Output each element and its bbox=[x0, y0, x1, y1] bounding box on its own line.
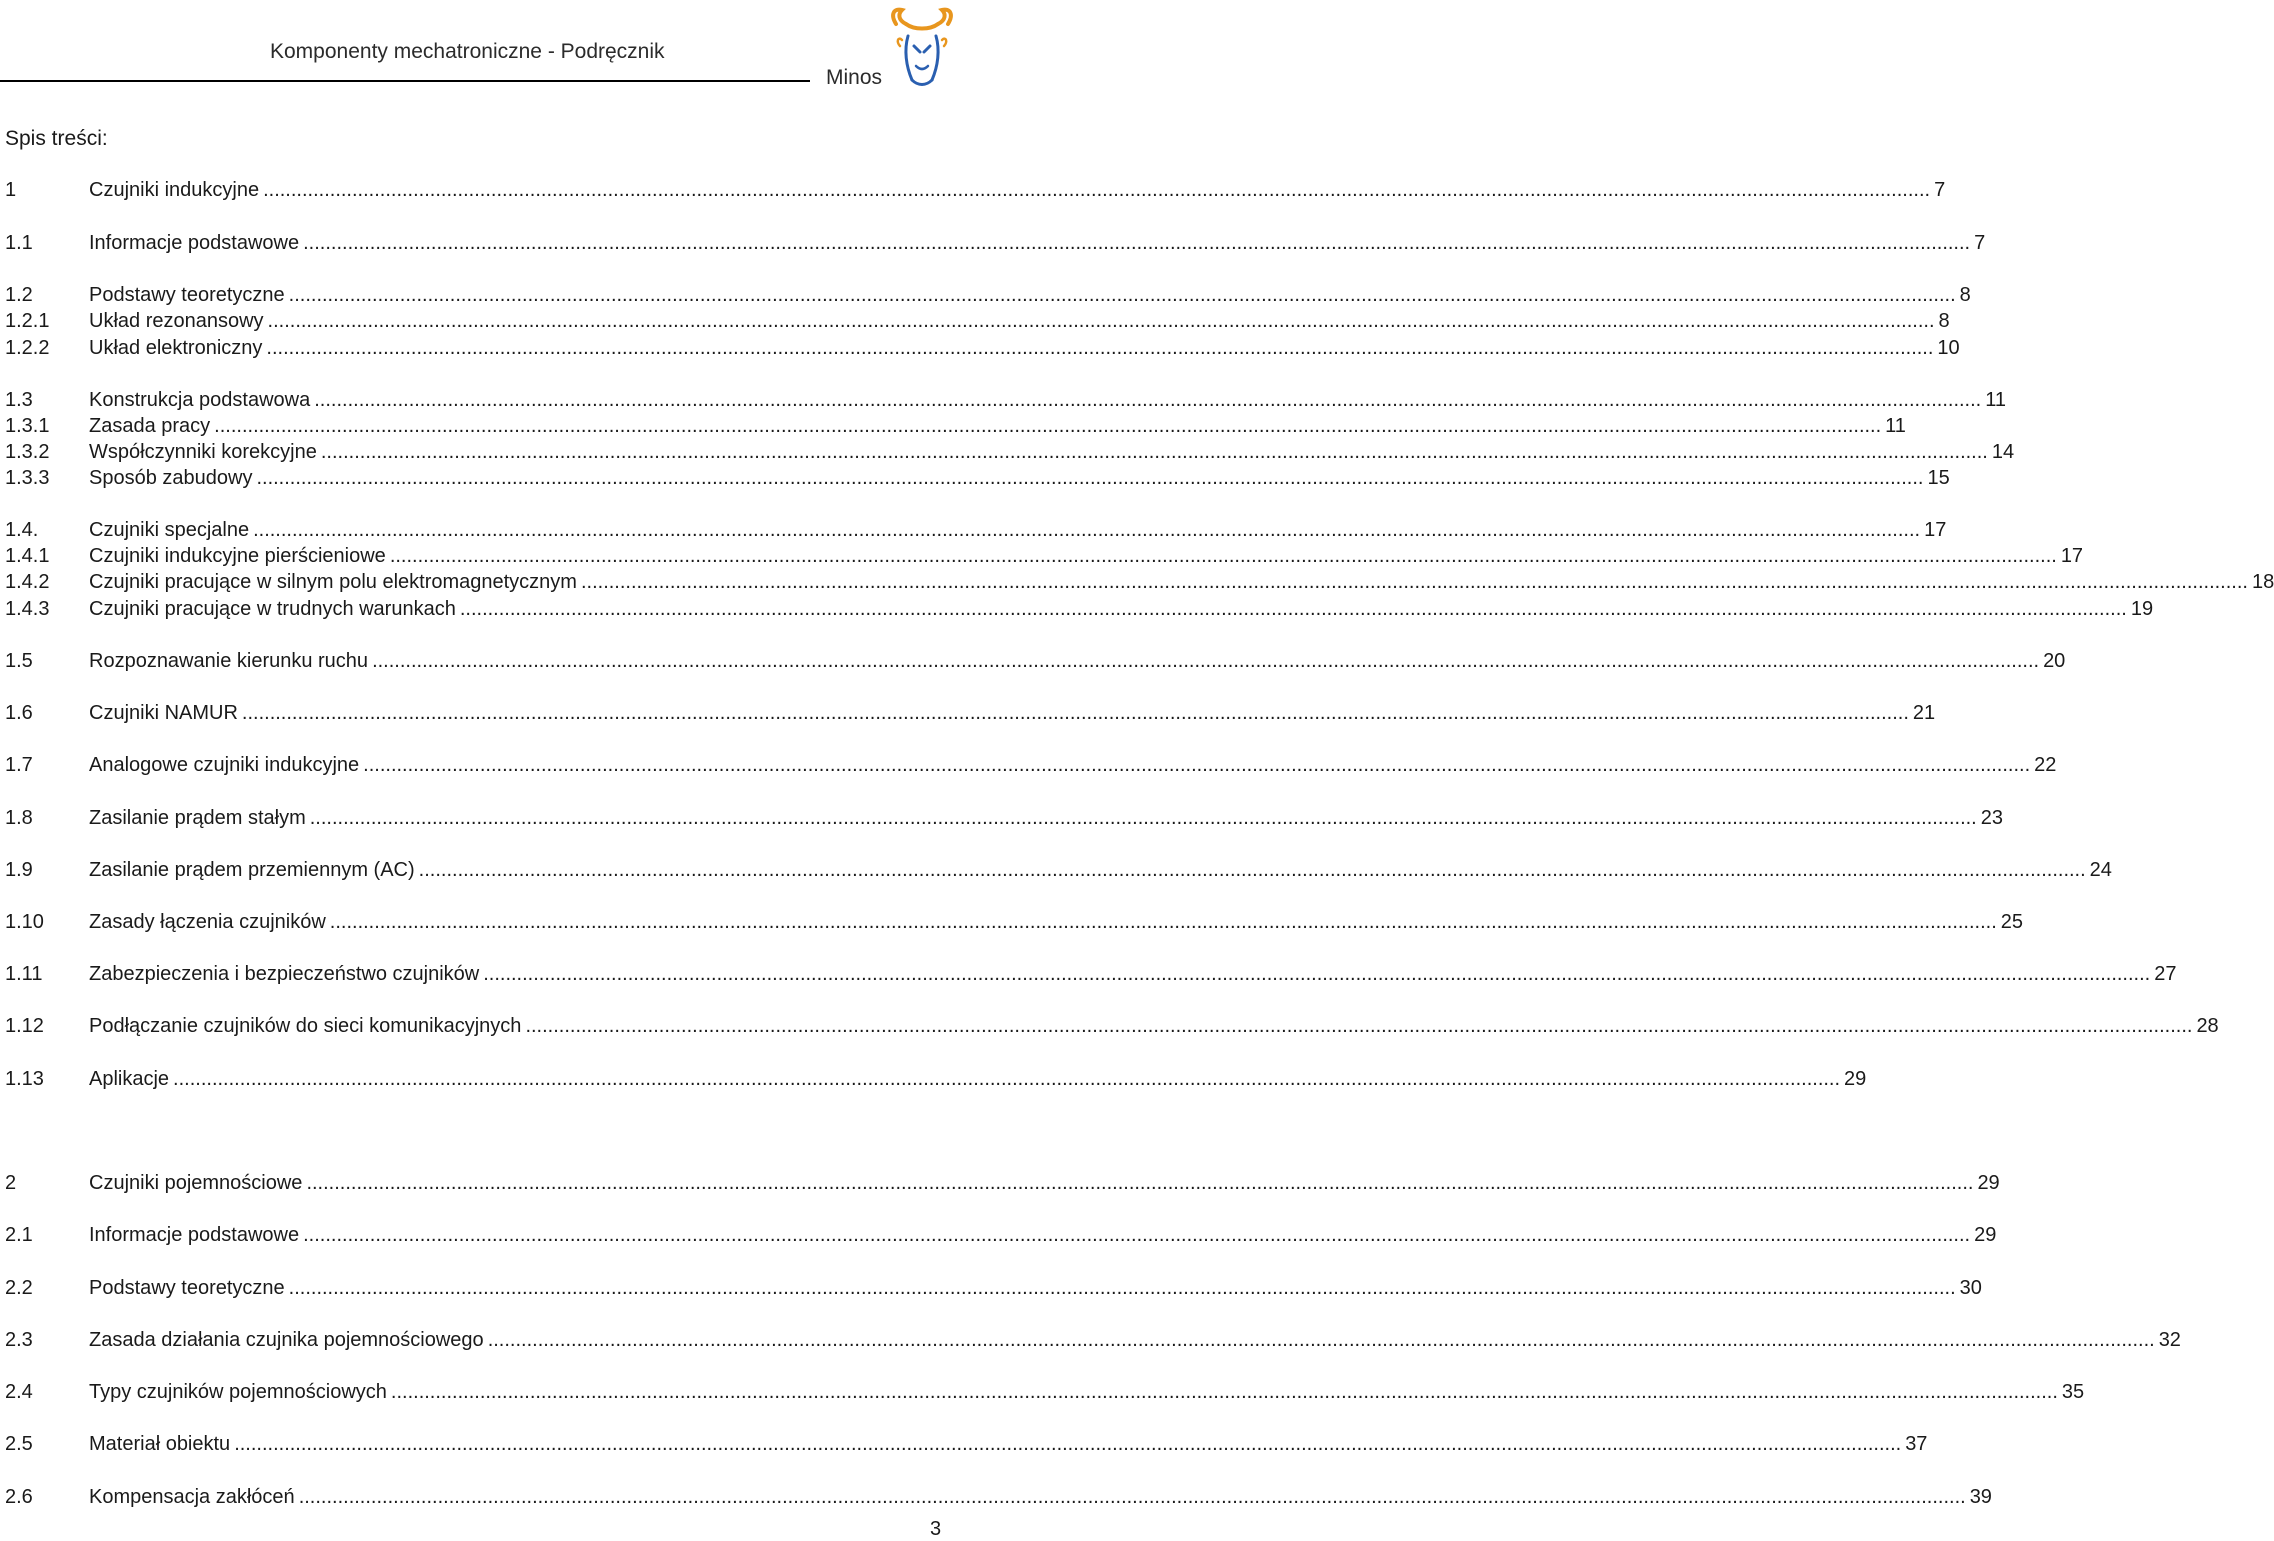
toc-entry-title: Sposób zabudowy bbox=[89, 467, 253, 489]
toc-entry[interactable] bbox=[5, 1171, 2000, 1195]
toc-entry-page: 15 bbox=[1927, 467, 1950, 489]
toc-dot-leader: ............................................................................................................................................................................................................................................................................................................ bbox=[314, 389, 1982, 411]
toc-dot-leader: ............................................................................................................................................................................................................................................................................................................ bbox=[253, 519, 1921, 541]
toc-entry-page: 35 bbox=[2061, 1381, 2085, 1403]
toc-entry-title: Analogowe czujniki indukcyjne bbox=[89, 754, 360, 776]
toc-entry-page: 20 bbox=[2043, 650, 2066, 672]
toc-entry-page: 29 bbox=[1844, 1068, 1867, 1090]
toc-entry-page: 7 bbox=[1974, 232, 1986, 254]
toc-entry-page: 8 bbox=[1959, 284, 1971, 306]
toc-entry-number: 1.13 bbox=[5, 1068, 44, 1090]
toc-entry-title: Zabezpieczenia i bezpieczeństwo czujników bbox=[89, 963, 480, 985]
toc-entry-number: 1.11 bbox=[5, 963, 43, 985]
toc-entry-number: 1.2 bbox=[5, 284, 33, 306]
toc-entry-page: 24 bbox=[2089, 859, 2112, 881]
toc-entry[interactable] bbox=[5, 597, 2154, 621]
toc-entry-title: Zasada pracy bbox=[89, 415, 211, 437]
toc-dot-leader: ............................................................................................................................................................................................................................................................................................................ bbox=[241, 702, 1909, 724]
toc-entry[interactable] bbox=[5, 1380, 2085, 1404]
toc-entry[interactable] bbox=[5, 1223, 1997, 1247]
toc-entry[interactable] bbox=[5, 1328, 2181, 1352]
toc-entry-title: Czujniki pracujące w trudnych warunkach bbox=[89, 598, 456, 620]
toc-entry[interactable] bbox=[5, 544, 2084, 568]
toc-entry-title: Aplikacje bbox=[89, 1068, 170, 1090]
toc-entry-number: 1.4.1 bbox=[5, 545, 50, 567]
toc-entry[interactable] bbox=[5, 440, 2015, 464]
toc-entry[interactable] bbox=[5, 283, 1971, 307]
toc-entry-title: Zasady łączenia czujników bbox=[89, 911, 326, 933]
toc-entry[interactable] bbox=[5, 336, 1960, 360]
toc-entry[interactable] bbox=[5, 466, 1950, 490]
toc-entry-page: 8 bbox=[1938, 310, 1950, 332]
toc-dot-leader: ............................................................................................................................................................................................................................................................................................................ bbox=[418, 859, 2086, 881]
header-divider bbox=[0, 80, 810, 82]
toc-dot-leader: ............................................................................................................................................................................................................................................................................................................ bbox=[389, 545, 2057, 567]
toc-entry-number: 1.4. bbox=[5, 519, 39, 541]
toc-entry-page: 37 bbox=[1905, 1433, 1928, 1455]
toc-entry-title: Typy czujników pojemnościowych bbox=[89, 1381, 387, 1403]
toc-entry-title: Układ elektroniczny bbox=[89, 337, 263, 359]
page-number: 3 bbox=[930, 1518, 942, 1540]
toc-dot-leader: ............................................................................................................................................................................................................................................................................................................ bbox=[267, 310, 1935, 332]
toc-dot-leader: ............................................................................................................................................................................................................................................................................................................ bbox=[256, 467, 1924, 489]
toc-dot-leader: ............................................................................................................................................................................................................................................................................................................ bbox=[288, 284, 1956, 306]
toc-entry-page: 14 bbox=[1991, 441, 2015, 463]
toc-entry-title: Informacje podstawowe bbox=[89, 232, 300, 254]
toc-entry-number: 2.5 bbox=[5, 1433, 33, 1455]
toc-dot-leader: ............................................................................................................................................................................................................................................................................................................ bbox=[234, 1433, 1902, 1455]
toc-entry[interactable] bbox=[5, 309, 1950, 333]
toc-dot-leader: ............................................................................................................................................................................................................................................................................................................ bbox=[303, 1224, 1971, 1246]
brand-name: Minos bbox=[826, 66, 883, 89]
toc-entry[interactable] bbox=[5, 518, 1947, 542]
toc-dot-leader: ............................................................................................................................................................................................................................................................................................................ bbox=[288, 1277, 1956, 1299]
toc-entry-number: 2 bbox=[5, 1172, 17, 1194]
toc-entry[interactable] bbox=[5, 858, 2112, 882]
toc-entry-page: 11 bbox=[1885, 415, 1906, 437]
toc-entry-page: 19 bbox=[2130, 598, 2154, 620]
toc-dot-leader: ............................................................................................................................................................................................................................................................................................................ bbox=[329, 911, 1997, 933]
toc-entry[interactable] bbox=[5, 178, 1946, 202]
toc-entry-number: 2.2 bbox=[5, 1277, 33, 1299]
toc-entry[interactable] bbox=[5, 231, 1986, 255]
toc-entry-title: Rozpoznawanie kierunku ruchu bbox=[89, 650, 369, 672]
toc-entry-page: 30 bbox=[1959, 1277, 1982, 1299]
toc-entry-number: 1.2.2 bbox=[5, 337, 50, 359]
toc-entry-title: Kompensacja zakłóceń bbox=[89, 1486, 295, 1508]
toc-entry-page: 29 bbox=[1977, 1172, 2000, 1194]
toc-dot-leader: ............................................................................................................................................................................................................................................................................................................ bbox=[173, 1068, 1841, 1090]
toc-entry-page: 22 bbox=[2034, 754, 2057, 776]
toc-entry[interactable] bbox=[5, 388, 2006, 412]
toc-entry-number: 1.4.2 bbox=[5, 571, 50, 593]
toc-entry-page: 7 bbox=[1934, 179, 1946, 201]
toc-entry-number: 1.10 bbox=[5, 911, 44, 933]
toc-entry[interactable] bbox=[5, 1276, 1982, 1300]
toc-entry[interactable] bbox=[5, 414, 1906, 438]
minos-bull-logo-icon bbox=[888, 6, 956, 88]
toc-entry-number: 1.8 bbox=[5, 807, 33, 829]
toc-dot-leader: ............................................................................................................................................................................................................................................................................................................ bbox=[580, 571, 2248, 593]
toc-entry-title: Podstawy teoretyczne bbox=[89, 284, 285, 306]
toc-dot-leader: ............................................................................................................................................................................................................................................................................................................ bbox=[266, 337, 1934, 359]
toc-entry[interactable] bbox=[5, 1067, 1867, 1091]
toc-entry-page: 39 bbox=[1969, 1486, 1992, 1508]
toc-dot-leader: ............................................................................................................................................................................................................................................................................................................ bbox=[309, 807, 1977, 829]
toc-entry-title: Współczynniki korekcyjne bbox=[89, 441, 317, 463]
toc-dot-leader: ............................................................................................................................................................................................................................................................................................................ bbox=[363, 754, 2031, 776]
toc-entry-page: 27 bbox=[2154, 963, 2177, 985]
toc-entry-title: Podłączanie czujników do sieci komunikacyjnych bbox=[89, 1015, 522, 1037]
toc-entry[interactable] bbox=[5, 806, 2003, 830]
toc-entry-title: Czujniki pojemnościowe bbox=[89, 1172, 303, 1194]
toc-heading: Spis treści: bbox=[5, 127, 108, 150]
toc-entry-title: Materiał obiektu bbox=[89, 1433, 231, 1455]
toc-entry-title: Czujniki pracujące w silnym polu elektromagnetycznym bbox=[89, 571, 577, 593]
toc-dot-leader: ............................................................................................................................................................................................................................................................................................................ bbox=[525, 1015, 2193, 1037]
toc-entry-page: 17 bbox=[1924, 519, 1947, 541]
toc-entry-page: 29 bbox=[1974, 1224, 1997, 1246]
toc-entry-number: 1.6 bbox=[5, 702, 33, 724]
toc-entry-page: 32 bbox=[2158, 1329, 2181, 1351]
toc-entry-number: 1.3.2 bbox=[5, 441, 50, 463]
toc-entry-number: 1.3 bbox=[5, 389, 33, 411]
toc-dot-leader: ............................................................................................................................................................................................................................................................................................................ bbox=[303, 232, 1971, 254]
toc-dot-leader: ............................................................................................................................................................................................................................................................................................................ bbox=[298, 1486, 1966, 1508]
toc-dot-leader: ............................................................................................................................................................................................................................................................................................................ bbox=[459, 598, 2127, 620]
toc-entry-number: 1.7 bbox=[5, 754, 33, 776]
toc-entry-title: Układ rezonansowy bbox=[89, 310, 264, 332]
toc-entry-number: 1.12 bbox=[5, 1015, 44, 1037]
toc-entry-number: 1.9 bbox=[5, 859, 33, 881]
toc-entry-title: Czujniki indukcyjne bbox=[89, 179, 260, 201]
toc-entry-number: 1.4.3 bbox=[5, 598, 50, 620]
toc-entry-title: Czujniki indukcyjne pierścieniowe bbox=[89, 545, 386, 567]
toc-entry-page: 23 bbox=[1980, 807, 2003, 829]
toc-entry-title: Czujniki specjalne bbox=[89, 519, 250, 541]
toc-entry-page: 18 bbox=[2251, 571, 2274, 593]
document-header-title: Komponenty mechatroniczne - Podręcznik bbox=[270, 40, 665, 63]
toc-dot-leader: ............................................................................................................................................................................................................................................................................................................ bbox=[483, 963, 2151, 985]
toc-entry-page: 28 bbox=[2196, 1015, 2219, 1037]
toc-entry-number: 2.1 bbox=[5, 1224, 33, 1246]
toc-dot-leader: ............................................................................................................................................................................................................................................................................................................ bbox=[372, 650, 2040, 672]
toc-entry-number: 1.1 bbox=[5, 232, 33, 254]
toc-dot-leader: ............................................................................................................................................................................................................................................................................................................ bbox=[390, 1381, 2058, 1403]
toc-entry[interactable] bbox=[5, 1432, 1928, 1456]
toc-dot-leader: ............................................................................................................................................................................................................................................................................................................ bbox=[306, 1172, 1974, 1194]
toc-entry[interactable] bbox=[5, 962, 2177, 986]
toc-entry-title: Zasilanie prądem stałym bbox=[89, 807, 306, 829]
toc-entry-page: 25 bbox=[2000, 911, 2024, 933]
toc-entry-number: 1.3.3 bbox=[5, 467, 50, 489]
toc-dot-leader: ............................................................................................................................................................................................................................................................................................................ bbox=[214, 415, 1882, 437]
toc-entry-page: 10 bbox=[1937, 337, 1960, 359]
toc-entry[interactable] bbox=[5, 910, 2024, 934]
toc-entry-page: 17 bbox=[2060, 545, 2084, 567]
toc-entry[interactable] bbox=[5, 1485, 1992, 1509]
toc-entry[interactable] bbox=[5, 570, 2274, 594]
toc-entry-title: Informacje podstawowe bbox=[89, 1224, 300, 1246]
toc-entry-number: 1 bbox=[5, 179, 17, 201]
toc-entry-title: Czujniki NAMUR bbox=[89, 702, 238, 724]
toc-entry-number: 2.4 bbox=[5, 1381, 33, 1403]
toc-entry-title: Podstawy teoretyczne bbox=[89, 1277, 285, 1299]
toc-entry-number: 2.3 bbox=[5, 1329, 33, 1351]
toc-entry-number: 1.3.1 bbox=[5, 415, 50, 437]
toc-entry[interactable] bbox=[5, 753, 2057, 777]
toc-entry[interactable] bbox=[5, 701, 1936, 725]
toc-entry-page: 11 bbox=[1985, 389, 2006, 411]
toc-entry-page: 21 bbox=[1912, 702, 1936, 724]
toc-entry-number: 1.2.1 bbox=[5, 310, 50, 332]
toc-dot-leader: ............................................................................................................................................................................................................................................................................................................ bbox=[320, 441, 1988, 463]
toc-entry-title: Konstrukcja podstawowa bbox=[89, 389, 311, 411]
toc-entry-title: Zasada działania czujnika pojemnościowego bbox=[89, 1329, 484, 1351]
toc-entry-number: 2.6 bbox=[5, 1486, 33, 1508]
toc-entry[interactable] bbox=[5, 649, 2066, 673]
toc-entry-title: Zasilanie prądem przemiennym (AC) bbox=[89, 859, 415, 881]
toc-entry-number: 1.5 bbox=[5, 650, 33, 672]
toc-dot-leader: ............................................................................................................................................................................................................................................................................................................ bbox=[263, 179, 1931, 201]
toc-entry[interactable] bbox=[5, 1014, 2219, 1038]
toc-dot-leader: ............................................................................................................................................................................................................................................................................................................ bbox=[487, 1329, 2155, 1351]
